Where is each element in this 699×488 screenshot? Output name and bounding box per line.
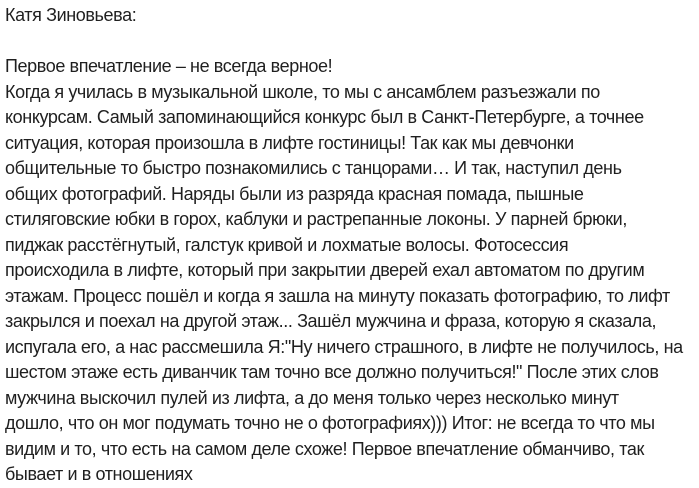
author-line: Катя Зиновьева:: [5, 5, 137, 25]
text-line: общительные то быстро познакомились с танцорами… И так, наступил день: [5, 158, 622, 178]
text-line: пиджак расстёгнутый, галстук кривой и лохматые волосы. Фотосессия: [5, 234, 569, 255]
text-line: стиляговские юбки в горох, каблуки и растрепанные локоны. У парней брюки,: [5, 209, 627, 229]
text-line: происходила в лифте, который при закрытии дверей ехал автоматом по другим: [5, 260, 645, 280]
text-line: бывает и в отношениях: [5, 464, 193, 484]
text-line: видим и то, что есть на самом деле схоже! Первое впечатление обманчиво, так: [5, 438, 644, 459]
text-line: Первое впечатление – не всегда верное!: [5, 56, 333, 76]
text-line: дошло, что он мог подумать точно не о фотографиях))) Итог: не всегда то что мы: [5, 413, 655, 433]
text-line: этажам. Процесс пошёл и когда я зашла на минуту показать фотографию, то лифт: [5, 285, 670, 306]
text-line: испугала его, а нас рассмешила Я:"Ну ничего страшного, в лифте не получилось, на: [5, 336, 683, 357]
text-line: ситуация, которая произошла в лифте гостиницы! Так как мы девчонки: [5, 132, 574, 153]
text-line: Когда я училась в музыкальной школе, то мы с ансамблем разъезжали по: [5, 81, 600, 102]
text-line: общих фотографий. Наряды были из разряда красная помада, пышные: [5, 183, 584, 204]
text-line: конкурсам. Самый запоминающийся конкурс был в Санкт-Петербурге, а точнее: [5, 107, 644, 127]
text-line: закрылся и поехал на другой этаж... Зашёл мужчина и фраза, которую я сказала,: [5, 311, 657, 331]
blank-line: [5, 29, 699, 55]
text-line: мужчина выскочил пулей из лифта, а до меня только через несколько минут: [5, 387, 619, 408]
text-line: шестом этаже есть диванчик там точно все должно получиться!" После этих слов: [5, 362, 659, 382]
